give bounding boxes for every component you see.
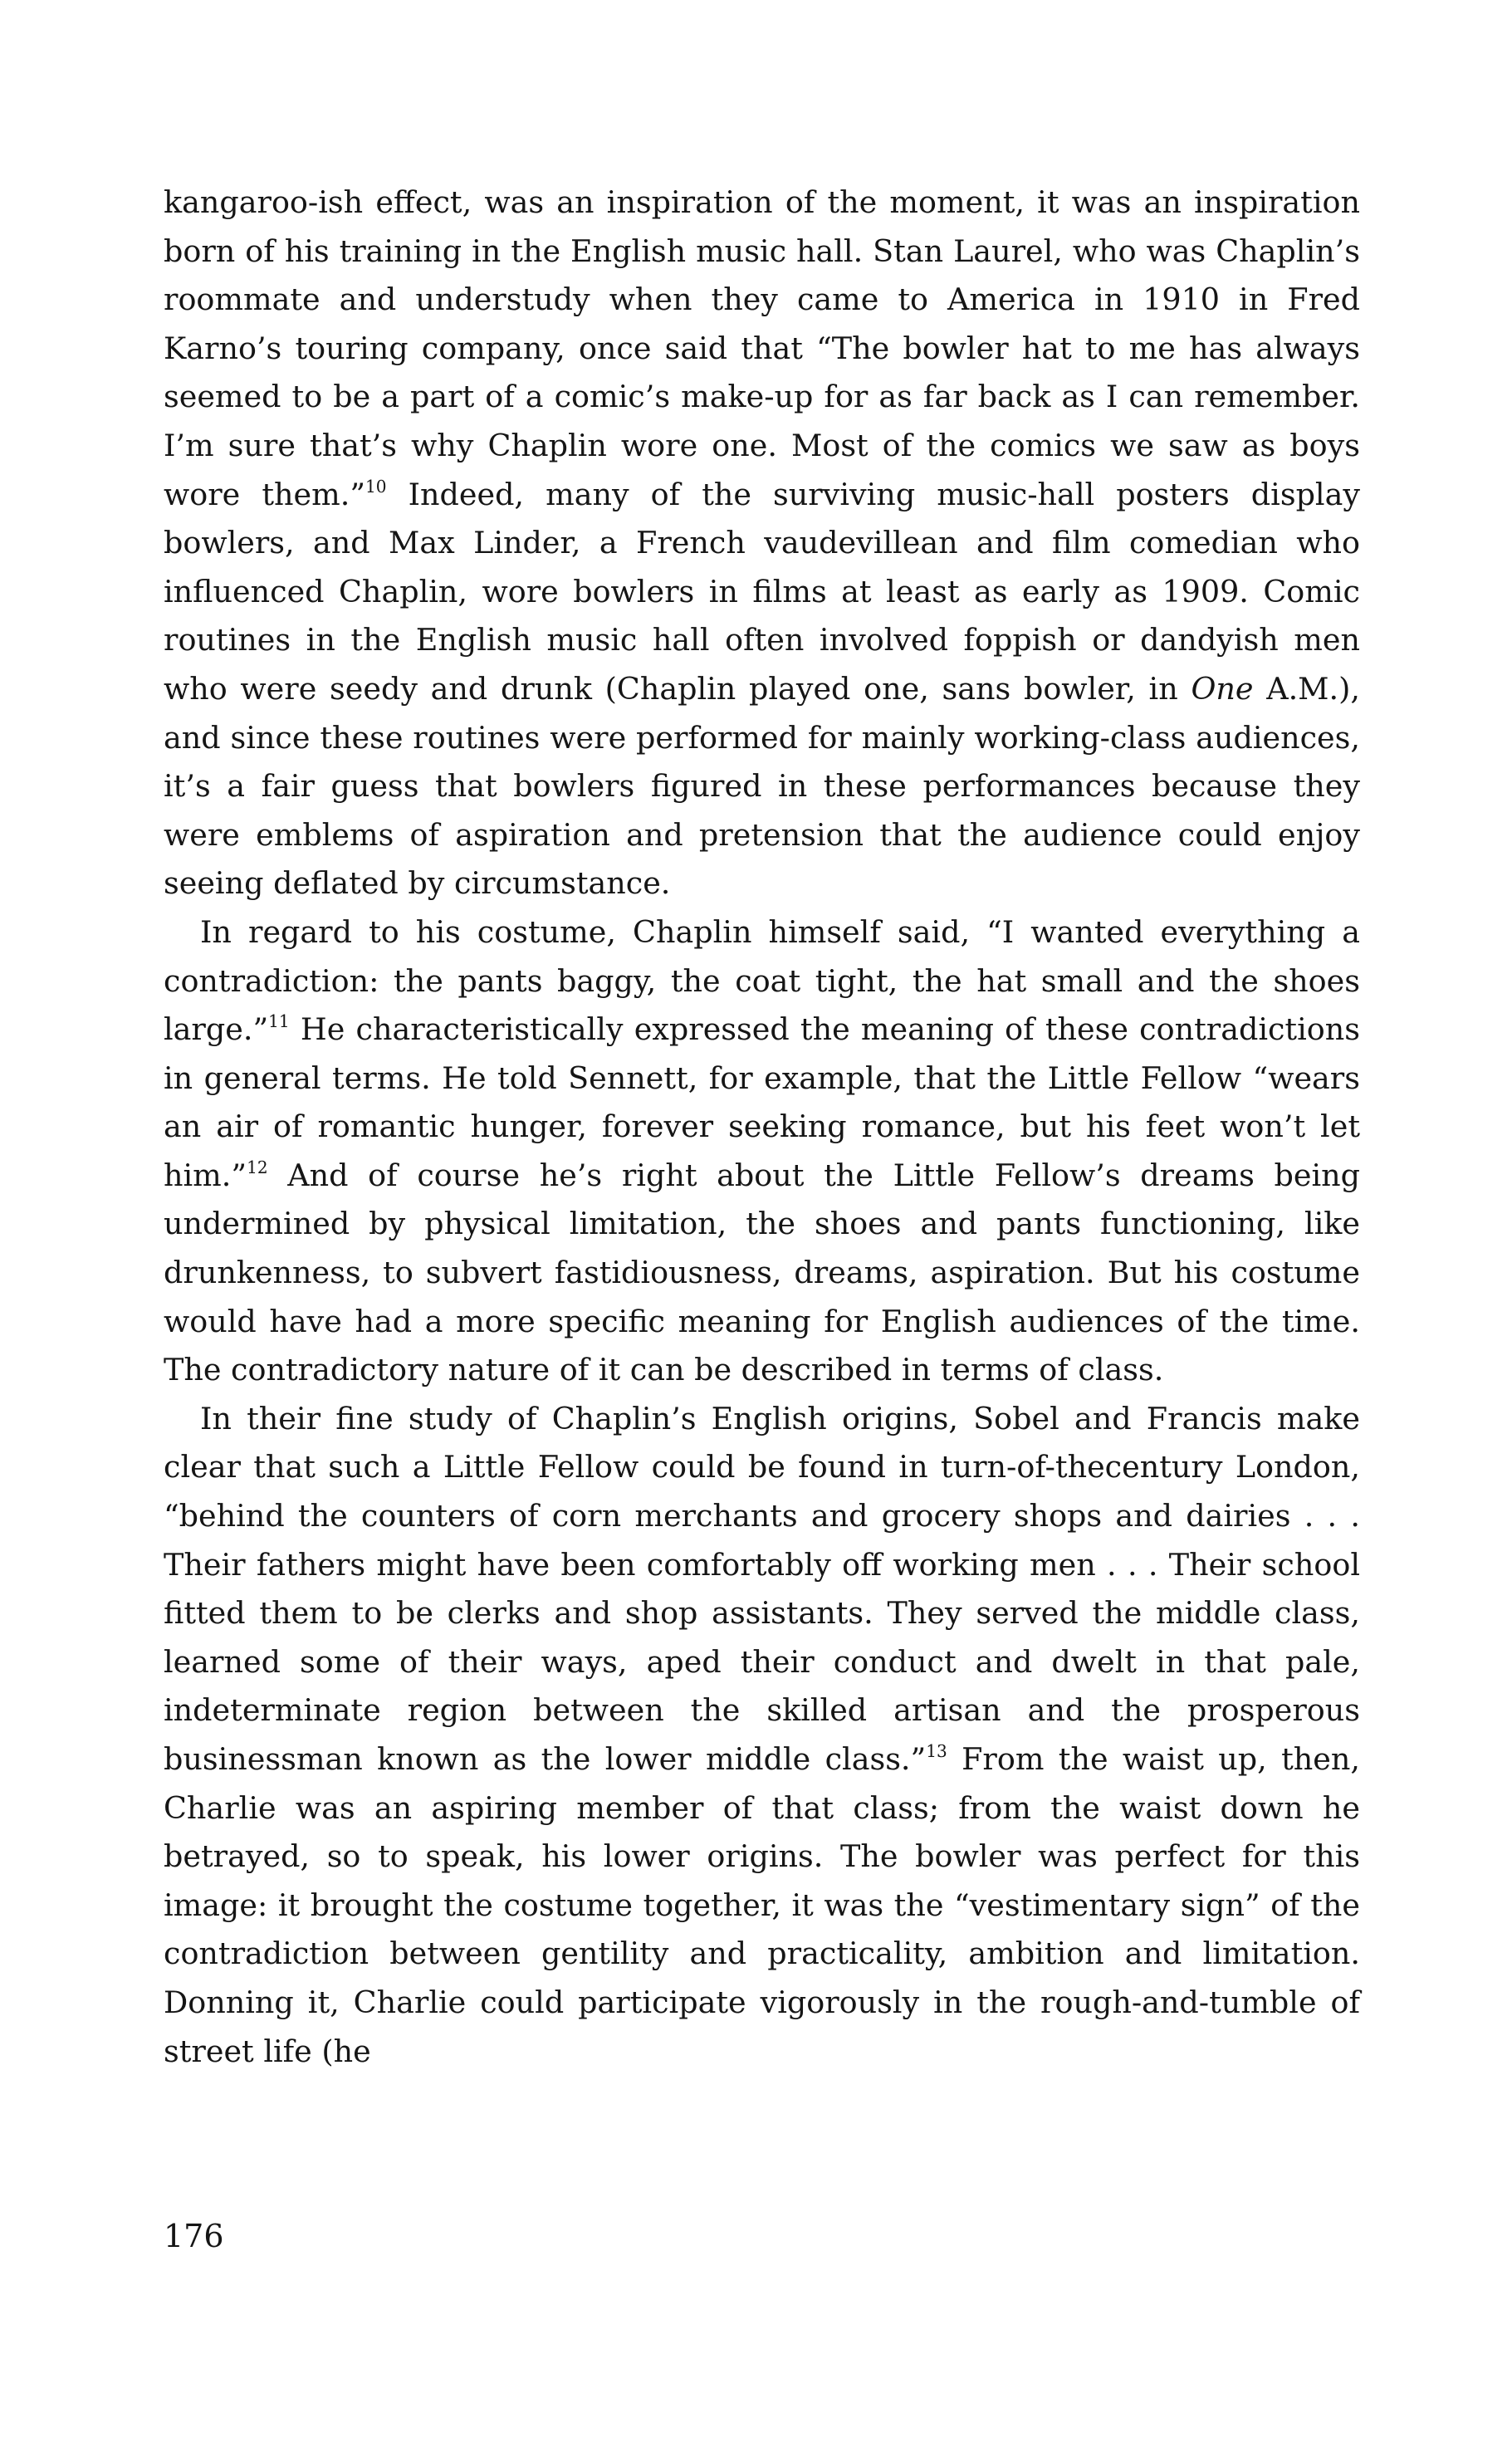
footnote-ref-13: 13: [926, 1740, 947, 1761]
footnote-ref-12: 12: [247, 1157, 268, 1177]
paragraph-2: [164, 908, 1360, 1395]
body-text: [164, 179, 1360, 2076]
p1-text-1: kangaroo-ish effect, was an inspiration of the moment, it was an inspiration born of his training in the English music hall. Stan Laurel, who was Chaplin’s roommate and understudy when they came to America in 1910 in Fred Karno’s touring company, once said that “The bowler hat to me has always seemed to be a part of a comic’s make-up for as far back as I can remember. I’m sure that’s why Chaplin wore one. Most of the comics we saw as boys wore them.”: [164, 184, 1360, 512]
p2-text-2: He characteristically expressed the meaning of these contradictions in general terms. He told Sennett, for example, that the Little Fellow “wears an air of romantic hunger, forever seeking romance, but his feet won’t let him.”: [164, 1011, 1360, 1193]
footnote-ref-10: 10: [365, 476, 387, 497]
paragraph-1: [164, 179, 1360, 908]
film-title-one: One: [1191, 670, 1254, 707]
footnote-ref-11: 11: [268, 1011, 290, 1032]
p3-text-2: From the waist up, then, Charlie was an aspiring member of that class; from the waist down he betrayed, so to speak, his lower origins. The bowler was perfect for this image: it brought the costume together, it was the “vestimentary sign” of the contradiction between gentility and practicality, ambition and limitation. Donning it, Charlie could participate vigorously in the rough-and-tumble of street life (he: [164, 1741, 1360, 2069]
p2-text-3: And of course he’s right about the Little Fellow’s dreams being undermined by physical limitation, the shoes and pants functioning, like drunkenness, to subvert fastidiousness, dreams, aspiration. But his costume would have had a more specific meaning for English audiences of the time. The contradictory nature of it can be described in terms of class.: [164, 1157, 1360, 1388]
p1-text-3: A.M.), and since these routines were performed for mainly working-class audiences, it’s a fair guess that bowlers figured in these performances because they were emblems of aspiration and pretension that the audience could enjoy seeing deflated by circumstance.: [164, 670, 1360, 902]
p1-text-2: Indeed, many of the surviving music-hall posters display bowlers, and Max Linder, a French vaudevillean and film comedian who influenced Chaplin, wore bowlers in films at least as early as 1909. Comic routines in the English music hall often involved foppish or dandyish men who were seedy and drunk (Chaplin played one, sans bowler, in: [164, 476, 1360, 707]
page-number: 176: [164, 2218, 224, 2254]
p2-text-1: In regard to his costume, Chaplin himself said, “I wanted everything a contradiction: the pants baggy, the coat tight, the hat small and the shoes large.”: [164, 913, 1360, 1048]
paragraph-3: [164, 1395, 1360, 2076]
p3-text-1: In their fine study of Chaplin’s English origins, Sobel and Francis make clear that such a Little Fellow could be found in turn-of-thecentury London, “behind the counters of corn merchants and grocery shops and dairies . . . Their fathers might have been comfortably off working men . . . Their school fitted them to be clerks and shop assistants. They served the middle class, learned some of their ways, aped their conduct and dwelt in that pale, indeterminate region between the skilled artisan and the prosperous businessman known as the lower middle class.”: [164, 1400, 1360, 1777]
